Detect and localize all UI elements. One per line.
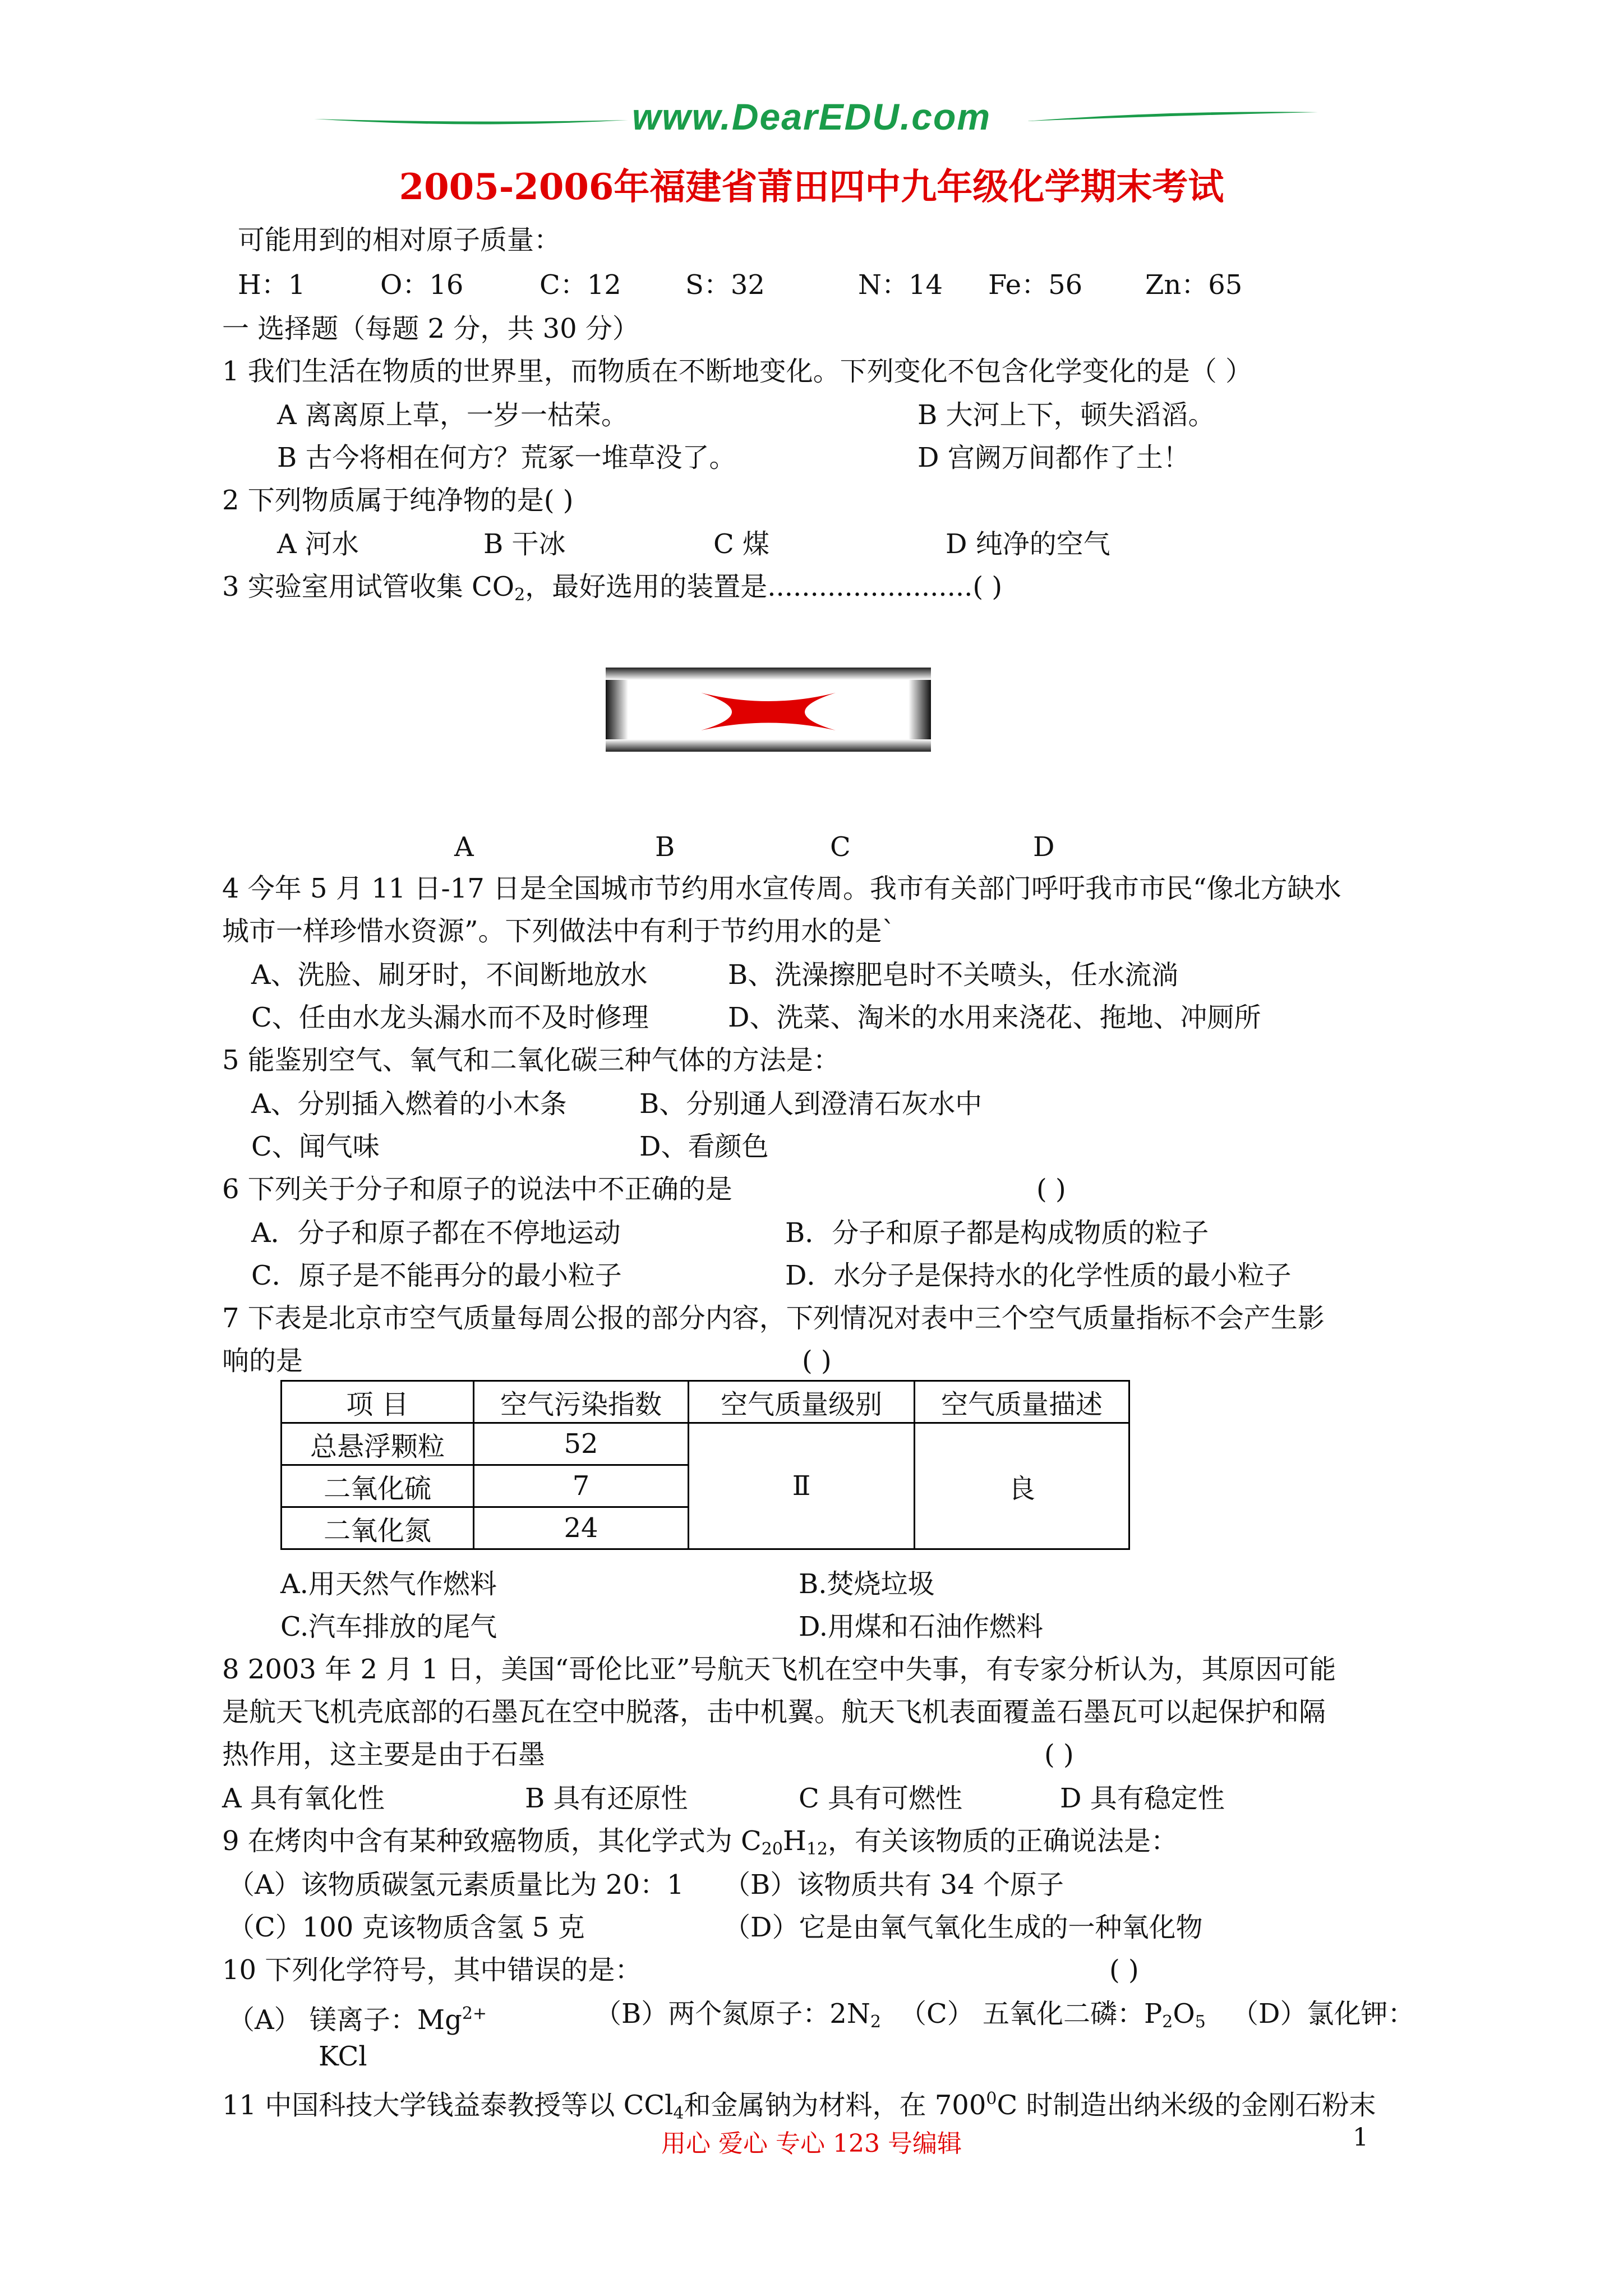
atomic-mass-o: O：16 bbox=[380, 269, 464, 301]
q10-option-d: （D）氯化钾： bbox=[1232, 1998, 1415, 2030]
q3-label-a: A bbox=[454, 831, 474, 863]
atomic-mass-c: C：12 bbox=[540, 269, 621, 301]
q4-option-d: D、洗菜、淘米的水用来浇花、拖地、冲厕所 bbox=[728, 1002, 1261, 1033]
q1-option-b: B 大河上下，顿失滔滔。 bbox=[917, 399, 1215, 431]
table-cell-item: 二氧化氮 bbox=[282, 1507, 474, 1549]
q9-option-d: （D）它是由氧气氧化生成的一种氧化物 bbox=[723, 1912, 1203, 1943]
atomic-mass-h: H：1 bbox=[238, 269, 306, 301]
table-header-row bbox=[282, 1381, 1129, 1423]
q8-answer-paren: ( ) bbox=[1044, 1739, 1074, 1770]
q7-option-b: B.焚烧垃圾 bbox=[799, 1568, 935, 1600]
table-cell-index: 7 bbox=[474, 1465, 689, 1507]
table-row bbox=[282, 1423, 1129, 1465]
atomic-mass-zn: Zn：65 bbox=[1145, 269, 1243, 301]
site-logo: www.DearEDU.com bbox=[631, 96, 992, 137]
q7-option-c: C.汽车排放的尾气 bbox=[280, 1611, 497, 1642]
q8-stem-line2: 是航天飞机壳底部的石墨瓦在空中脱落，击中机翼。航天飞机表面覆盖石墨瓦可以起保护和隔 bbox=[222, 1696, 1326, 1728]
q5-stem: 5 能鉴别空气、氧气和二氧化碳三种气体的方法是： bbox=[222, 1045, 840, 1076]
table-cell-desc: 良 bbox=[915, 1423, 1129, 1549]
q4-option-a: A、洗脸、刷牙时，不间断地放水 bbox=[251, 959, 648, 991]
atomic-mass-label: 可能用到的相对原子质量： bbox=[238, 224, 561, 256]
q3-label-c: C bbox=[830, 831, 851, 863]
q2-option-c: C 煤 bbox=[713, 528, 769, 560]
table-cell-index: 24 bbox=[474, 1507, 689, 1549]
table-header-cell: 项 目 bbox=[282, 1381, 474, 1423]
page-number: 1 bbox=[1353, 2123, 1368, 2152]
q4-stem-line1: 4 今年 5 月 11 日-17 日是全国城市节约用水宣传周。我市有关部门呼吁我市市民“像北方缺水 bbox=[222, 873, 1341, 904]
q8-option-c: C 具有可燃性 bbox=[799, 1783, 962, 1814]
footer-text: 用心 爱心 专心 123 号编辑 bbox=[661, 2129, 962, 2158]
table-cell-index: 52 bbox=[474, 1423, 689, 1465]
q7-stem-line2: 响的是 bbox=[222, 1345, 303, 1377]
q2-option-b: B 干冰 bbox=[483, 528, 566, 560]
q8-stem-line3: 热作用，这主要是由于石墨 bbox=[222, 1739, 546, 1770]
page-title: 2005-2006年福建省莆田四中九年级化学期末考试 bbox=[399, 166, 1224, 208]
air-quality-table bbox=[280, 1380, 1130, 1550]
section-heading: 一 选择题（每题 2 分，共 30 分） bbox=[222, 313, 639, 344]
table-cell-item: 总悬浮颗粒 bbox=[282, 1423, 474, 1465]
q8-stem-line1: 8 2003 年 2 月 1 日，美国“哥伦比亚”号航天飞机在空中失事，有专家分析认为，其原因可能 bbox=[222, 1654, 1336, 1685]
q8-option-b: B 具有还原性 bbox=[525, 1783, 688, 1814]
table-header-cell: 空气质量级别 bbox=[689, 1381, 915, 1423]
q3-label-d: D bbox=[1033, 831, 1055, 863]
q7-option-d: D.用煤和石油作燃料 bbox=[799, 1611, 1044, 1642]
q6-answer-paren: ( ) bbox=[1036, 1174, 1066, 1205]
q1-option-d: D 宫阙万间都作了土！ bbox=[917, 442, 1190, 473]
q5-option-c: C、闻气味 bbox=[251, 1131, 380, 1162]
q9-stem: 9 在烤肉中含有某种致癌物质，其化学式为 $C_{20}H_{12}$，有关该物质的正确说法是： bbox=[222, 1825, 1178, 1859]
atomic-mass-fe: Fe：56 bbox=[988, 269, 1083, 301]
q10-option-a: （A） 镁离子：$Mg^{2+}$ bbox=[228, 2004, 487, 2036]
q6-option-c: C．原子是不能再分的最小粒子 bbox=[251, 1260, 622, 1291]
q6-stem: 6 下列关于分子和原子的说法中不正确的是 bbox=[222, 1174, 732, 1205]
q11-stem: 11 中国科技大学钱益泰教授等以 CCl$_4$和金属钠为材料，在 $700^0C$ 时制造出纳米级的金刚石粉末 bbox=[222, 2089, 1376, 2123]
q4-option-b: B、洗澡擦肥皂时不关喷头，任水流淌 bbox=[728, 959, 1179, 991]
q5-option-d: D、看颜色 bbox=[639, 1131, 769, 1162]
q10-stem: 10 下列化学符号，其中错误的是： bbox=[222, 1954, 642, 1986]
q4-stem-line2: 城市一样珍惜水资源”。下列做法中有利于节约用水的是` bbox=[222, 915, 896, 947]
q10-answer-paren: ( ) bbox=[1109, 1954, 1139, 1986]
q9-option-b: （B）该物质共有 34 个原子 bbox=[723, 1869, 1064, 1901]
q2-option-a: A 河水 bbox=[277, 528, 359, 560]
q1-stem: 1 我们生活在物质的世界里，而物质在不断地变化。下列变化不包含化学变化的是（ ） bbox=[222, 356, 1253, 387]
q3-stem: 3 实验室用试管收集 $CO_2$，最好选用的装置是........................( ) bbox=[222, 571, 1003, 605]
q3-label-b: B bbox=[655, 831, 675, 863]
atomic-mass-s: S：32 bbox=[685, 269, 765, 301]
apparatus-image-placeholder bbox=[606, 668, 931, 752]
q10-option-d-cont: KCl bbox=[319, 2041, 367, 2072]
q9-option-a: （A）该物质碳氢元素质量比为 20：1 bbox=[228, 1869, 684, 1901]
q7-stem-line1: 7 下表是北京市空气质量每周公报的部分内容，下列情况对表中三个空气质量指标不会产生影 bbox=[222, 1303, 1325, 1334]
q2-option-d: D 纯净的空气 bbox=[946, 528, 1110, 560]
q8-option-d: D 具有稳定性 bbox=[1060, 1783, 1225, 1814]
q8-option-a: A 具有氧化性 bbox=[222, 1783, 385, 1814]
table-header-cell: 空气污染指数 bbox=[474, 1381, 689, 1423]
q10-option-c: （C） 五氧化二磷：$P_2O_5$ bbox=[900, 1998, 1206, 2032]
q9-option-c: （C）100 克该物质含氢 5 克 bbox=[228, 1912, 585, 1943]
table-cell-item: 二氧化硫 bbox=[282, 1465, 474, 1507]
q10-option-b: （B）两个氮原子：$2N_2$ bbox=[594, 1998, 881, 2032]
table-header-cell: 空气质量描述 bbox=[915, 1381, 1129, 1423]
q1-option-c: B 古今将相在何方？荒冢一堆草没了。 bbox=[277, 442, 736, 473]
q7-option-a: A.用天然气作燃料 bbox=[280, 1568, 497, 1600]
q6-option-b: B．分子和原子都是构成物质的粒子 bbox=[785, 1217, 1209, 1249]
q2-stem: 2 下列物质属于纯净物的是( ) bbox=[222, 485, 574, 516]
atomic-mass-n: N：14 bbox=[858, 269, 943, 301]
q4-option-c: C、任由水龙头漏水而不及时修理 bbox=[251, 1002, 649, 1033]
q1-option-a: A 离离原上草，一岁一枯荣。 bbox=[277, 399, 628, 431]
q7-answer-paren: ( ) bbox=[802, 1345, 832, 1377]
q5-option-a: A、分别插入燃着的小木条 bbox=[251, 1088, 567, 1120]
q5-option-b: B、分别通人到澄清石灰水中 bbox=[639, 1088, 983, 1120]
q6-option-d: D．水分子是保持水的化学性质的最小粒子 bbox=[785, 1260, 1292, 1291]
table-cell-level: Ⅱ bbox=[689, 1423, 915, 1549]
q6-option-a: A．分子和原子都在不停地运动 bbox=[251, 1217, 621, 1249]
